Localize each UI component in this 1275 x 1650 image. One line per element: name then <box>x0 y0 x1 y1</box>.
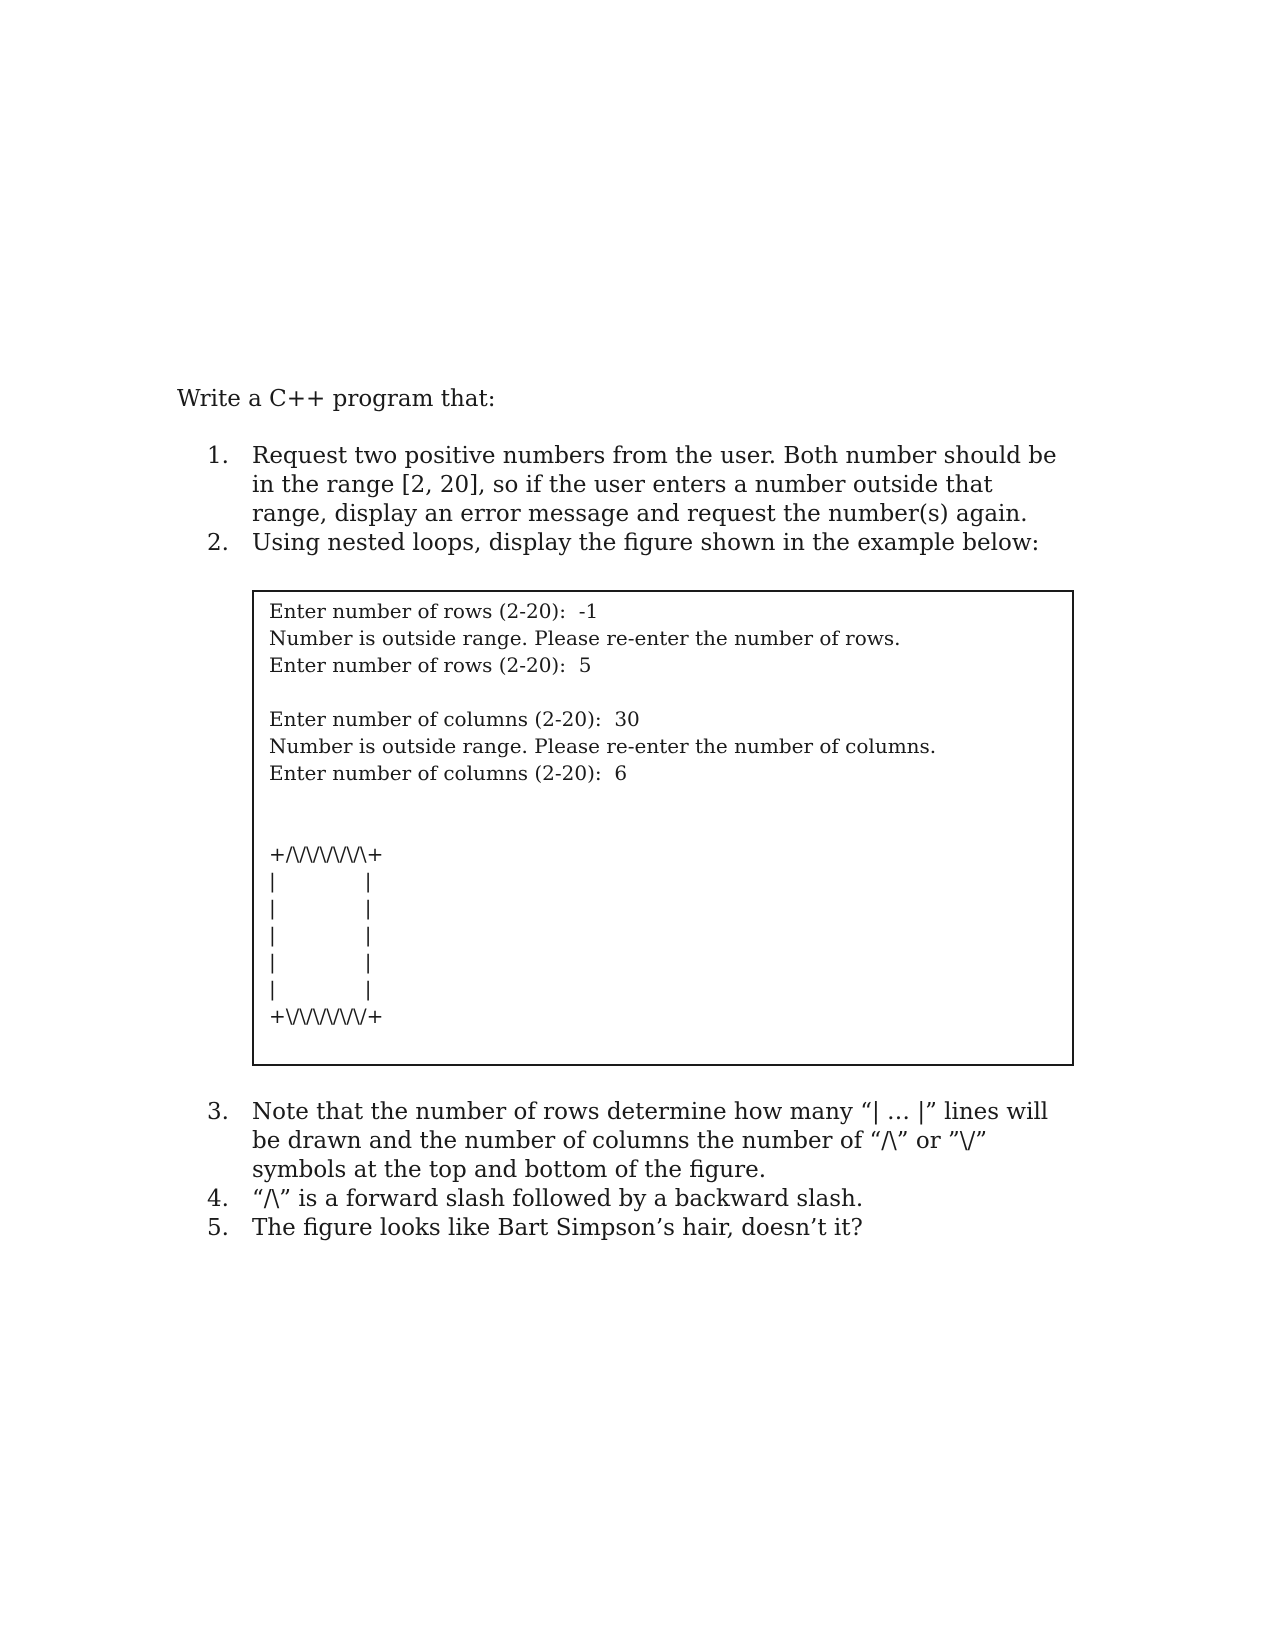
list-item <box>207 1214 1067 1243</box>
list-item-number: 4. <box>207 1186 229 1212</box>
figure-top-line: +/\/\/\/\/\/\+ <box>269 842 384 866</box>
figure-side-line: | | <box>269 950 372 974</box>
figure-side-line: | | <box>269 869 372 893</box>
list-item-text: The figure looks like Bart Simpson’s hair, doesn’t it? <box>252 1215 863 1241</box>
instruction-list-top <box>207 442 1067 558</box>
console-line <box>269 814 1057 841</box>
list-item <box>207 529 1067 558</box>
list-item-number: 1. <box>207 443 229 469</box>
figure-side-line: | | <box>269 896 372 920</box>
list-item-number: 5. <box>207 1215 229 1241</box>
console-line: Enter number of columns (2-20): 30 <box>269 707 640 731</box>
figure-side-line: | | <box>269 923 372 947</box>
list-item-text: Using nested loops, display the figure shown in the example below: <box>252 530 1040 556</box>
console-line <box>269 679 1057 706</box>
list-item-number: 2. <box>207 530 229 556</box>
list-item <box>207 1098 1067 1185</box>
console-line: Number is outside range. Please re-enter the number of columns. <box>269 734 937 758</box>
list-item <box>207 1185 1067 1214</box>
figure-side-line: | | <box>269 977 372 1001</box>
console-line: Number is outside range. Please re-enter the number of rows. <box>269 626 901 650</box>
console-example-box <box>252 590 1074 1066</box>
list-item-text: Request two positive numbers from the user. Both number should be in the range [2, 20], so if the user enters a number outside that range, display an error message and request the number(s) again. <box>252 443 1057 527</box>
console-line: Enter number of rows (2-20): -1 <box>269 599 599 623</box>
intro-text: Write a C++ program that: <box>177 386 496 412</box>
figure-bottom-line: +\/\/\/\/\/\/+ <box>269 1004 384 1028</box>
list-item-number: 3. <box>207 1099 229 1125</box>
list-item <box>207 442 1067 529</box>
console-line <box>269 787 1057 814</box>
list-item-text: Note that the number of rows determine how many “| … |” lines will be drawn and the number of columns the number of “/\” or ”\/” symbols at the top and bottom of the figure. <box>252 1099 1049 1183</box>
console-line: Enter number of columns (2-20): 6 <box>269 761 628 785</box>
instruction-list-bottom <box>207 1098 1067 1243</box>
list-item-text: “/\” is a forward slash followed by a backward slash. <box>252 1186 864 1212</box>
console-line: Enter number of rows (2-20): 5 <box>269 653 592 677</box>
